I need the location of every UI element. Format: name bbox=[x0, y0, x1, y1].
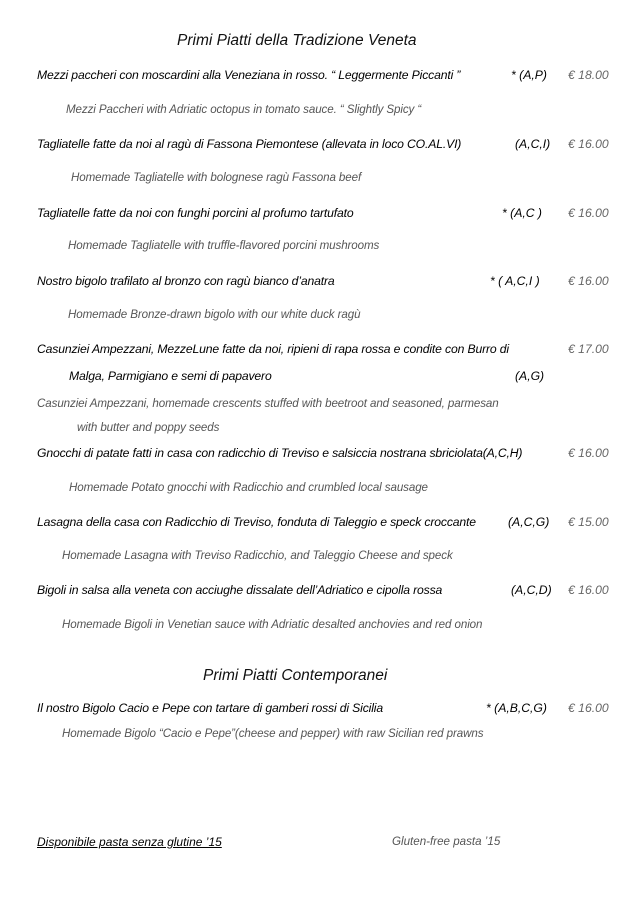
dish-english: Homemade Bigolo “Cacio e Pepe”(cheese and pepper) with raw Sicilian red prawns bbox=[62, 727, 484, 740]
dish-name: Tagliatelle fatte da noi al ragù di Fassona Piemontese (allevata in loco CO.AL.VI) bbox=[37, 137, 462, 151]
dish-name: Bigoli in salsa alla veneta con acciughe dissalate dell’Adriatico e cipolla rossa bbox=[37, 583, 443, 597]
dish-english: Casunziei Ampezzani, homemade crescents stuffed with beetroot and seasoned, parmesan bbox=[37, 397, 499, 410]
dish-price: € 17.00 bbox=[568, 342, 609, 356]
dish-price: € 16.00 bbox=[568, 137, 609, 151]
dish-english: Homemade Tagliatelle with truffle-flavored porcini mushrooms bbox=[68, 239, 380, 252]
dish-english: Homemade Potato gnocchi with Radicchio and crumbled local sausage bbox=[69, 481, 428, 494]
dish-english: Homemade Bigoli in Venetian sauce with Adriatic desalted anchovies and red onion bbox=[62, 618, 483, 631]
dish-english-line2: with butter and poppy seeds bbox=[77, 421, 220, 434]
dish-name: Tagliatelle fatte da noi con funghi porcini al profumo tartufato bbox=[37, 206, 354, 220]
dish-name: Il nostro Bigolo Cacio e Pepe con tartare di gamberi rossi di Sicilia bbox=[37, 701, 383, 715]
dish-english: Homemade Tagliatelle with bolognese ragù Fassona beef bbox=[71, 171, 362, 184]
dish-price: € 16.00 bbox=[568, 274, 609, 288]
dish-name: Lasagna della casa con Radicchio di Treviso, fonduta di Taleggio e speck croccante bbox=[37, 515, 476, 529]
dish-price: € 16.00 bbox=[568, 701, 609, 715]
allergen-codes: * ( A,C,I ) bbox=[490, 274, 540, 288]
dish-name: Mezzi paccheri con moscardini alla Veneziana in rosso. “ Leggermente Piccanti ” bbox=[37, 68, 461, 82]
allergen-codes: (A,C,I) bbox=[515, 137, 551, 151]
section-title-tradizione: Primi Piatti della Tradizione Veneta bbox=[177, 32, 417, 49]
dish-name: Nostro bigolo trafilato al bronzo con ragù bianco d’anatra bbox=[37, 274, 335, 288]
dish-name-line2: Malga, Parmigiano e semi di papavero bbox=[69, 369, 272, 383]
gluten-free-note-italian: Disponibile pasta senza glutine ’15 bbox=[37, 835, 222, 849]
dish-price: € 16.00 bbox=[568, 446, 609, 460]
dish-price: € 16.00 bbox=[568, 206, 609, 220]
allergen-codes: * (A,B,C,G) bbox=[486, 701, 547, 715]
section-title-contemporanei: Primi Piatti Contemporanei bbox=[203, 667, 388, 684]
dish-english: Homemade Lasagna with Treviso Radicchio, and Taleggio Cheese and speck bbox=[62, 549, 453, 562]
dish-price: € 15.00 bbox=[568, 515, 609, 529]
dish-price: € 18.00 bbox=[568, 68, 609, 82]
dish-price: € 16.00 bbox=[568, 583, 609, 597]
dish-english: Homemade Bronze-drawn bigolo with our white duck ragù bbox=[68, 308, 361, 321]
dish-name: Casunziei Ampezzani, MezzeLune fatte da noi, ripieni di rapa rossa e condite con Burro di bbox=[37, 342, 509, 356]
allergen-codes: (A,G) bbox=[515, 369, 545, 383]
allergen-codes: * (A,P) bbox=[511, 68, 547, 82]
allergen-codes: (A,C,G) bbox=[508, 515, 550, 529]
dish-english: Mezzi Paccheri with Adriatic octopus in tomato sauce. “ Slightly Spicy “ bbox=[66, 103, 422, 116]
allergen-codes: (A,C,D) bbox=[511, 583, 552, 597]
gluten-free-note-english: Gluten-free pasta ’15 bbox=[392, 835, 501, 848]
allergen-codes: * (A,C ) bbox=[502, 206, 542, 220]
dish-name: Gnocchi di patate fatti in casa con radicchio di Treviso e salsiccia nostrana sbriciolata(A,C,H) bbox=[37, 446, 523, 460]
